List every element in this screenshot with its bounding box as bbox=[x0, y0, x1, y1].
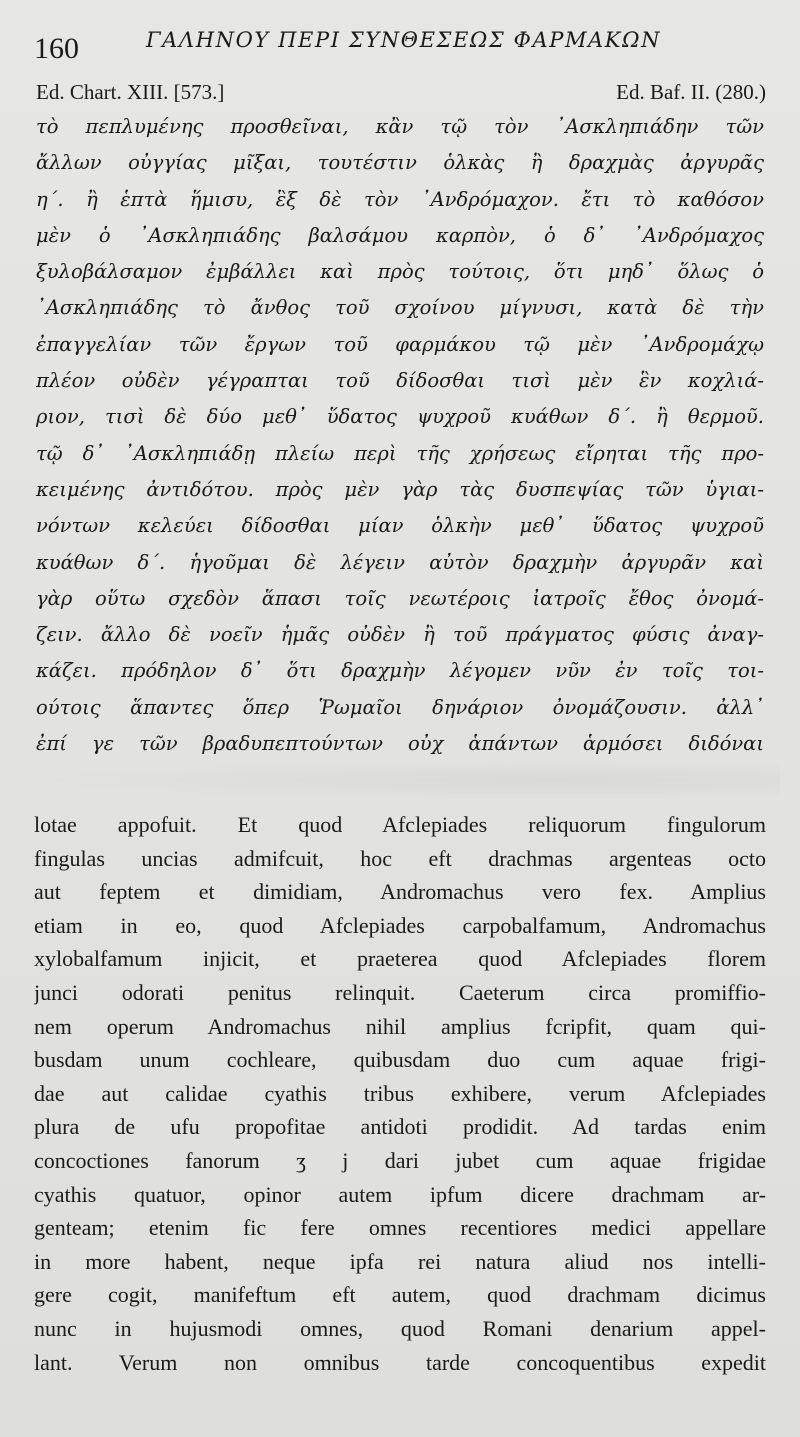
latin-line: lant. Verum non omnibus tarde concoquentibus expedit bbox=[34, 1349, 766, 1375]
latin-line: concoctiones fanorum ʒ j dari jubet cum aquae frigidae bbox=[34, 1147, 766, 1173]
latin-line: nunc in hujusmodi omnes, quod Romani denarium appel- bbox=[34, 1315, 766, 1341]
latin-line: dae aut calidae cyathis tribus exhibere, verum Afclepiades bbox=[34, 1080, 766, 1106]
bleed-through-smudge bbox=[20, 760, 780, 800]
greek-line: ζειν. ἄλλο δὲ νοεῖν ἡμᾶς οὐδὲν ἢ τοῦ πράγματος φύσις ἀναγ- bbox=[36, 623, 764, 647]
page-header bbox=[34, 24, 770, 64]
greek-text-block bbox=[36, 109, 764, 762]
greek-line: ἄλλων οὐγγίας μῖξαι, τουτέστιν ὁλκὰς ἢ δραχμὰς ἀργυρᾶς bbox=[36, 151, 764, 175]
greek-line: κειμένης ἀντιδότου. πρὸς μὲν γὰρ τὰς δυσπεψίας τῶν ὑγιαι- bbox=[36, 477, 764, 501]
latin-line: etiam in eo, quod Afclepiades carpobalfamum, Andromachus bbox=[34, 912, 766, 938]
greek-line: νόντων κελεύει δίδοσθαι μίαν ὁλκὴν μεθ᾿ ὕδατος ψυχροῦ bbox=[36, 514, 764, 538]
latin-line: busdam unum cochleare, quibusdam duo cum aquae frigi- bbox=[34, 1047, 766, 1073]
edition-basel-reference: Ed. Baf. II. (280.) bbox=[616, 80, 766, 104]
latin-line: in more habent, neque ipfa rei natura aliud nos intelli- bbox=[34, 1248, 766, 1274]
page-number: 160 bbox=[34, 32, 79, 65]
greek-line: ἐπαγγελίαν τῶν ἔργων τοῦ φαρμάκου τῷ μὲν ᾿Ανδρομάχῳ bbox=[36, 332, 764, 356]
latin-line: xylobalfamum injicit, et praeterea quod Afclepiades florem bbox=[34, 946, 766, 972]
greek-line: τῷ δ᾿ ᾿Ασκληπιάδῃ πλείω περὶ τῆς χρήσεως εἴρηται τῆς προ- bbox=[36, 441, 764, 465]
greek-line: τὸ πεπλυμένης προσθεῖναι, κἂν τῷ τὸν ᾿Ασκληπιάδην τῶν bbox=[36, 115, 764, 138]
greek-line: ξυλοβάλσαμον ἐμβάλλει καὶ πρὸς τούτοις, ὅτι μηδ᾿ ὅλως ὁ bbox=[36, 260, 764, 284]
latin-line: nem operum Andromachus nihil amplius fcripfit, quam qui- bbox=[34, 1013, 766, 1039]
latin-text-block bbox=[34, 808, 766, 1379]
edition-chartier-reference: Ed. Chart. XIII. [573.] bbox=[36, 80, 225, 104]
greek-line: ριον, τισὶ δὲ δύο μεθ᾿ ὕδατος ψυχροῦ κυάθων δ΄. ἢ θερμοῦ. bbox=[36, 405, 764, 429]
greek-line: ἐπί γε τῶν βραδυπεπτούντων οὐχ ἁπάντων ἁρμόσει διδόναι bbox=[36, 732, 764, 756]
latin-line: junci odorati penitus relinquit. Caeterum circa promiffio- bbox=[34, 979, 766, 1005]
latin-line: lotae appofuit. Et quod Afclepiades reliquorum fingulorum bbox=[34, 812, 766, 837]
latin-line: genteam; etenim fic fere omnes recentiores medici appellare bbox=[34, 1215, 766, 1241]
latin-line: plura de ufu propofitae antidoti prodidit. Ad tardas enim bbox=[34, 1114, 766, 1140]
greek-line: πλέον οὐδὲν γέγραπται τοῦ δίδοσθαι τισὶ μὲν ἓν κοχλιά- bbox=[36, 369, 764, 393]
latin-line: fingulas uncias admifcuit, hoc eft drachmas argenteas octo bbox=[34, 845, 766, 871]
edition-reference-line bbox=[36, 80, 766, 108]
running-title: ΓΑΛΗΝΟΥ ΠΕΡΙ ΣΥΝΘΕΣΕΩΣ ΦΑΡΜΑΚΩΝ bbox=[146, 28, 662, 52]
latin-line: cyathis quatuor, opinor autem ipfum dicere drachmam ar- bbox=[34, 1181, 766, 1207]
greek-line: μὲν ὁ ᾿Ασκληπιάδης βαλσάμου καρπὸν, ὁ δ᾿ ᾿Ανδρόμαχος bbox=[36, 223, 764, 247]
latin-line: gere cogit, manifeftum eft autem, quod drachmam dicimus bbox=[34, 1282, 766, 1308]
greek-line: ᾿Ασκληπιάδης τὸ ἄνθος τοῦ σχοίνου μίγνυσι, κατὰ δὲ τὴν bbox=[36, 296, 764, 320]
greek-line: κυάθων δ΄. ἡγοῦμαι δὲ λέγειν αὐτὸν δραχμὴν ἀργυρᾶν καὶ bbox=[36, 550, 764, 574]
greek-line: γὰρ οὕτω σχεδὸν ἅπασι τοῖς νεωτέροις ἰατροῖς ἔθος ὀνομά- bbox=[36, 586, 764, 610]
latin-line: aut feptem et dimidiam, Andromachus vero fex. Amplius bbox=[34, 879, 766, 905]
greek-line: κάζει. πρόδηλον δ᾿ ὅτι δραχμὴν λέγομεν νῦν ἐν τοῖς τοι- bbox=[36, 659, 764, 683]
greek-line: η΄. ἢ ἑπτὰ ἥμισυ, ἓξ δὲ τὸν ᾿Ανδρόμαχον. ἔτι τὸ καθόσον bbox=[36, 187, 764, 211]
greek-line: ούτοις ἅπαντες ὅπερ Ῥωμαῖοι δηνάριον ὀνομάζουσιν. ἀλλ᾿ bbox=[36, 695, 764, 719]
